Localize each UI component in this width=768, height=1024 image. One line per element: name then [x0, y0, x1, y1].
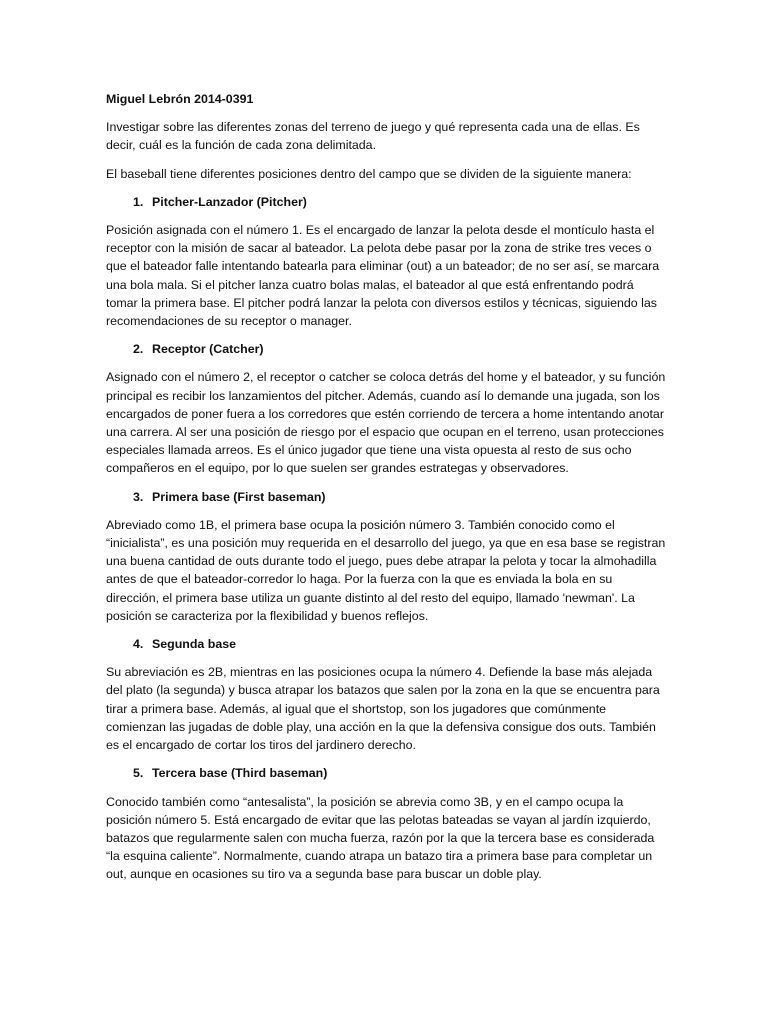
section-number: 1.	[133, 194, 144, 209]
section-second-base	[106, 635, 666, 754]
section-third-base	[106, 764, 666, 883]
section-body: Asignado con el número 2, el receptor o catcher se coloca detrás del home y el bateador, y su función principal es recibir los lanzamientos del pitcher. Además, cuando así lo demande una jugada, son los encargados de poner fuera a los corredores que estén corriendo de tercera a home intentando anotar una carrera. Al ser una posición de riesgo por el espacio que ocupan en el terreno, usan protecciones especiales llamada arreos. Es el único jugador que tiene una vista opuesta al resto de sus ocho compañeros en el equipo, por lo que suelen ser grandes estrategas y observadores.	[106, 370, 666, 476]
section-number: 3.	[133, 489, 144, 504]
intro-paragraph: El baseball tiene diferentes posiciones dentro del campo que se dividen de la siguiente manera:	[106, 166, 632, 181]
section-catcher	[106, 340, 666, 477]
section-title: Tercera base (Third baseman)	[152, 766, 328, 781]
section-body: Posición asignada con el número 1. Es el encargado de lanzar la pelota desde el montículo hasta el receptor con la misión de sacar al bateador. La pelota debe pasar por la zona de strike tres veces o que el bateador falle intentando batearla para eliminar (out) a un bateador; de no ser así, se marcara una bola mala. Si el pitcher lanza cuatro bolas malas, el bateador al que está enfrentando podrá tomar la primera base. El pitcher podrá lanzar la pelota con diversos estilos y técnicas, siguiendo las recomendaciones de su receptor o manager.	[106, 223, 660, 329]
section-number: 2.	[133, 342, 144, 357]
section-body: Conocido también como “antesalista”, la posición se abrevia como 3B, y en el campo ocupa la posición número 5. Está encargado de evitar que las pelotas bateadas se vayan al jardín izquierdo, batazos que regularmente salen con mucha fuerza, razón por la que la tercera base es considerada “la esquina caliente”. Normalmente, cuando atrapa un batazo tira a primera base para completar un out, aunque en ocasiones su tiro va a segunda base para buscar un doble play.	[106, 794, 655, 882]
assignment-prompt: Investigar sobre las diferentes zonas del terreno de juego y qué representa cada una de ellas. Es decir, cuál es la función de cada zona delimitada.	[106, 120, 640, 153]
section-heading	[106, 488, 666, 506]
document-page	[106, 90, 666, 894]
section-number: 4.	[133, 637, 144, 652]
section-title: Receptor (Catcher)	[152, 342, 264, 357]
section-title: Pitcher-Lanzador (Pitcher)	[152, 194, 307, 209]
section-first-base	[106, 488, 666, 625]
section-heading	[106, 340, 666, 358]
section-body: Abreviado como 1B, el primera base ocupa la posición número 3. También conocido como el “inicialista”, es una posición muy requerida en el desarrollo del juego, ya que en esa base se registran una buena cantidad de outs durante todo el juego, pues debe atrapar la pelota y tocar la almohadilla antes de que el bateador-corredor lo haga. Por la fuerza con la que es enviada la bola en su dirección, el primera base utiliza un guante distinto al del resto del equipo, llamado 'newman'. La posición se caracteriza por la flexibilidad y buenos reflejos.	[106, 517, 666, 623]
section-pitcher	[106, 193, 666, 330]
section-heading	[106, 764, 666, 782]
section-title: Primera base (First baseman)	[152, 489, 326, 504]
section-title: Segunda base	[152, 637, 237, 652]
author-line: Miguel Lebrón 2014-0391	[106, 92, 254, 106]
section-body: Su abreviación es 2B, mientras en las posiciones ocupa la número 4. Defiende la base más alejada del plato (la segunda) y busca atrapar los batazos que salen por la zona en la que se encuentra para tirar a primera base. Además, al igual que el shortstop, son los jugadores que comúnmente comienzan las jugadas de doble play, una acción en la que la defensiva consigue dos outs. También es el encargado de cortar los tiros del jardinero derecho.	[106, 665, 660, 753]
section-heading	[106, 193, 666, 211]
section-number: 5.	[133, 766, 144, 781]
section-heading	[106, 635, 666, 653]
